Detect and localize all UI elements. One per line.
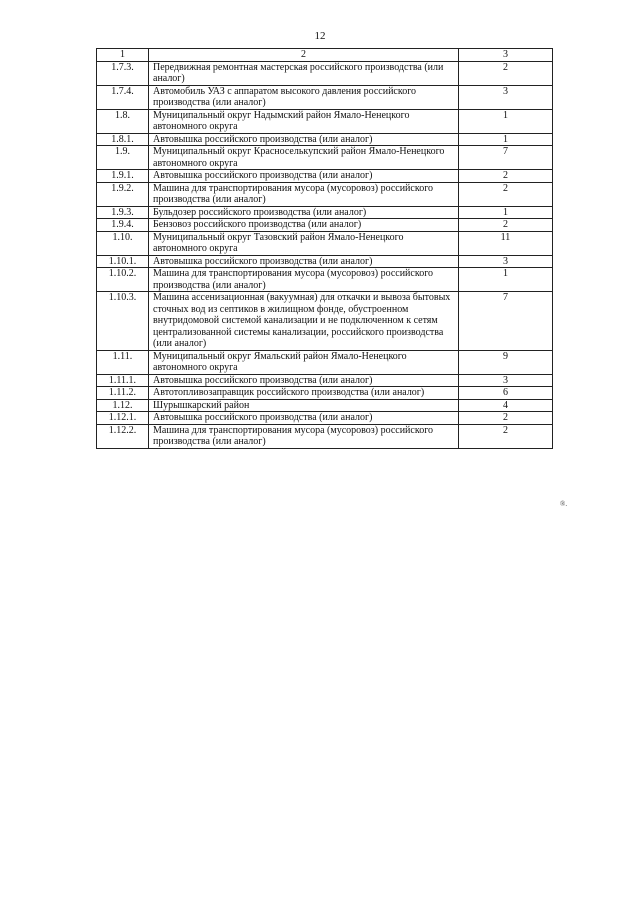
table-row	[97, 292, 553, 351]
row-quantity-cell: 1	[459, 133, 553, 146]
row-quantity-cell: 1	[459, 109, 553, 133]
table-row	[97, 219, 553, 232]
table-row	[97, 146, 553, 170]
table-row	[97, 350, 553, 374]
row-quantity-cell: 2	[459, 170, 553, 183]
table-row	[97, 206, 553, 219]
row-quantity-cell: 3	[459, 374, 553, 387]
row-number-cell: 1.11.2.	[97, 387, 149, 400]
row-quantity-cell: 4	[459, 399, 553, 412]
table-row	[97, 61, 553, 85]
row-name-cell: Машина для транспортирования мусора (мусоровоз) российского производства (или аналог)	[149, 424, 459, 448]
row-name-cell: Бензовоз российского производства (или аналог)	[149, 219, 459, 232]
table-row	[97, 133, 553, 146]
row-number-cell: 1.7.4.	[97, 85, 149, 109]
table-row	[97, 412, 553, 425]
row-name-cell: Передвижная ремонтная мастерская российского производства (или аналог)	[149, 61, 459, 85]
row-name-cell: Муниципальный округ Ямальский район Ямало-Ненецкого автономного округа	[149, 350, 459, 374]
row-number-cell: 1.9.4.	[97, 219, 149, 232]
row-name-cell: Автовышка российского производства (или аналог)	[149, 255, 459, 268]
table-body	[97, 49, 553, 449]
row-quantity-cell: 1	[459, 268, 553, 292]
corner-mark: ®.	[560, 500, 568, 508]
row-quantity-cell: 3	[459, 255, 553, 268]
row-number-cell: 1.9.	[97, 146, 149, 170]
row-name-cell: Автотопливозаправщик российского производства (или аналог)	[149, 387, 459, 400]
row-name-cell: Муниципальный округ Красноселькупский район Ямало-Ненецкого автономного округа	[149, 146, 459, 170]
row-number-cell: 1.10.	[97, 231, 149, 255]
table-row	[97, 374, 553, 387]
row-quantity-cell: 2	[459, 412, 553, 425]
row-number-cell: 1.11.1.	[97, 374, 149, 387]
row-number-cell: 1.11.	[97, 350, 149, 374]
table-row	[97, 231, 553, 255]
row-name-cell: Автовышка российского производства (или аналог)	[149, 374, 459, 387]
row-quantity-cell: 7	[459, 292, 553, 351]
row-name-cell: Бульдозер российского производства (или аналог)	[149, 206, 459, 219]
row-quantity-cell: 3	[459, 85, 553, 109]
row-number-cell: 1.10.3.	[97, 292, 149, 351]
header-cell-number: 1	[97, 49, 149, 62]
table-row	[97, 268, 553, 292]
row-quantity-cell: 1	[459, 206, 553, 219]
row-name-cell: Муниципальный округ Надымский район Ямало-Ненецкого автономного округа	[149, 109, 459, 133]
table-row	[97, 182, 553, 206]
row-number-cell: 1.10.1.	[97, 255, 149, 268]
table-header-row	[97, 49, 553, 62]
row-number-cell: 1.8.	[97, 109, 149, 133]
page-number: 12	[314, 30, 326, 42]
row-quantity-cell: 2	[459, 61, 553, 85]
row-name-cell: Шурышкарский район	[149, 399, 459, 412]
row-name-cell: Автовышка российского производства (или аналог)	[149, 133, 459, 146]
table-row	[97, 255, 553, 268]
row-number-cell: 1.8.1.	[97, 133, 149, 146]
row-name-cell: Машина ассенизационная (вакуумная) для откачки и вывоза бытовых сточных вод из септиков в жилищном фонде, обустроенном внутридомовой системой канализации и не подключенном к сетям централизованной системы канализации, российского производства (или аналог)	[149, 292, 459, 351]
row-number-cell: 1.10.2.	[97, 268, 149, 292]
row-name-cell: Машина для транспортирования мусора (мусоровоз) российского производства (или аналог)	[149, 182, 459, 206]
header-cell-quantity: 3	[459, 49, 553, 62]
row-number-cell: 1.9.3.	[97, 206, 149, 219]
row-number-cell: 1.9.1.	[97, 170, 149, 183]
row-name-cell: Муниципальный округ Тазовский район Ямало-Ненецкого автономного округа	[149, 231, 459, 255]
table-row	[97, 399, 553, 412]
row-number-cell: 1.12.2.	[97, 424, 149, 448]
table-row	[97, 424, 553, 448]
row-quantity-cell: 6	[459, 387, 553, 400]
row-number-cell: 1.12.	[97, 399, 149, 412]
row-quantity-cell: 7	[459, 146, 553, 170]
table-row	[97, 170, 553, 183]
row-number-cell: 1.12.1.	[97, 412, 149, 425]
row-quantity-cell: 9	[459, 350, 553, 374]
row-quantity-cell: 11	[459, 231, 553, 255]
row-name-cell: Автовышка российского производства (или аналог)	[149, 170, 459, 183]
row-quantity-cell: 2	[459, 219, 553, 232]
table-row	[97, 387, 553, 400]
table-row	[97, 85, 553, 109]
table-row	[97, 109, 553, 133]
row-name-cell: Автомобиль УАЗ с аппаратом высокого давления российского производства (или аналог)	[149, 85, 459, 109]
equipment-table	[96, 48, 553, 449]
row-quantity-cell: 2	[459, 424, 553, 448]
header-cell-name: 2	[149, 49, 459, 62]
row-name-cell: Автовышка российского производства (или аналог)	[149, 412, 459, 425]
row-number-cell: 1.7.3.	[97, 61, 149, 85]
row-number-cell: 1.9.2.	[97, 182, 149, 206]
row-name-cell: Машина для транспортирования мусора (мусоровоз) российского производства (или аналог)	[149, 268, 459, 292]
row-quantity-cell: 2	[459, 182, 553, 206]
